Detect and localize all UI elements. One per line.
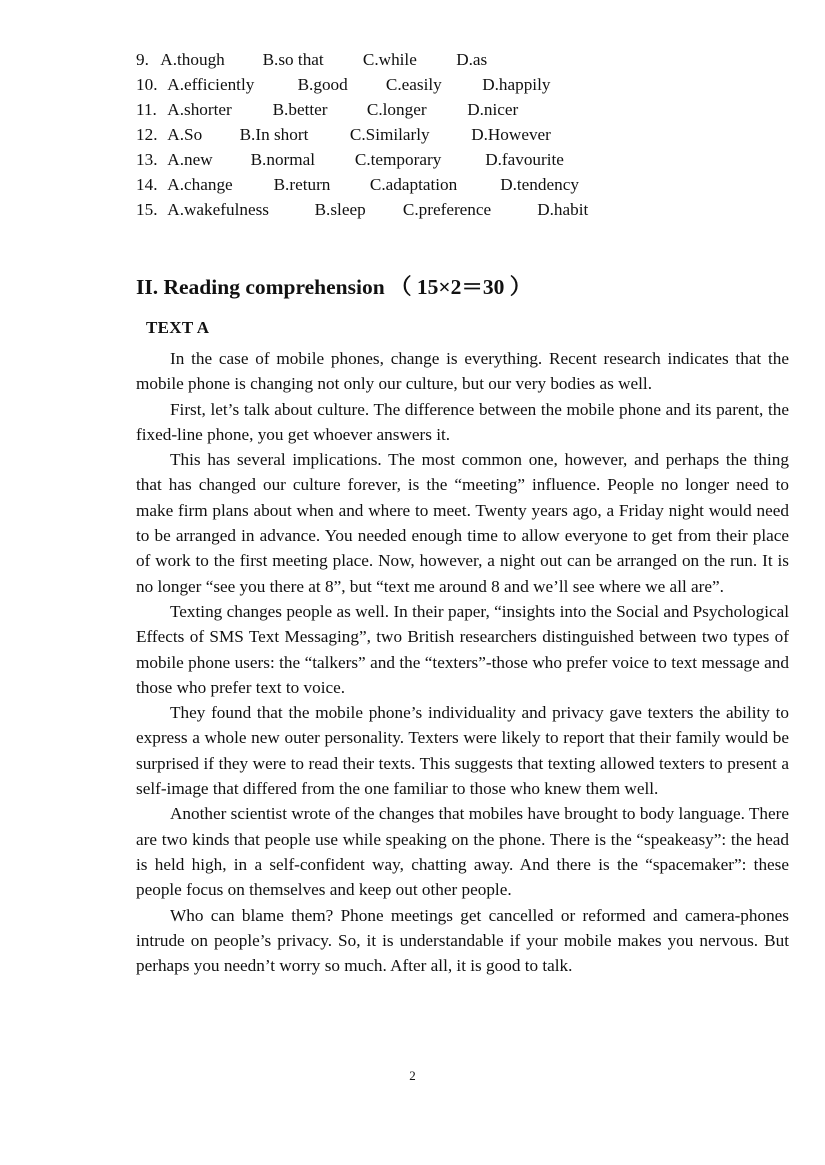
option-c: C.Similarly (349, 125, 430, 144)
paragraph: They found that the mobile phone’s individuality and privacy gave texters the ability to express a whole new outer personality. Texters were likely to report that their family would be surprised if they were to read their texts. This suggests that texting allowed texters to present a self-image that differed from the one familiar to those who knew them well. (136, 703, 789, 799)
question-number: 10. (136, 75, 158, 94)
option-d: D.However (471, 125, 551, 144)
option-d: D.nicer (467, 100, 519, 119)
answer-options-list (136, 47, 756, 222)
question-options-11 (136, 97, 756, 122)
paragraph: Another scientist wrote of the changes that mobiles have brought to body language. There are two kinds that people use while speaking on the phone. There is the “speakeasy”: the head is held high, in a self-confident way, chatting away. And there is the “spacemaker”: these people focus on themselves and keep out other people. (136, 804, 789, 900)
option-a: A.So (167, 125, 203, 144)
paragraph: First, let’s talk about culture. The difference between the mobile phone and its parent, the fixed-line phone, you get whoever answers it. (136, 399, 789, 444)
option-d: D.habit (537, 200, 589, 219)
option-b: B.normal (250, 150, 316, 169)
page-number: 2 (409, 1068, 416, 1083)
text-label: TEXT A (146, 318, 210, 337)
question-number: 15. (136, 200, 158, 219)
option-d: D.happily (482, 75, 551, 94)
question-options-14 (136, 172, 756, 197)
option-a: A.efficiently (167, 75, 255, 94)
question-options-10 (136, 72, 756, 97)
option-a: A.though (160, 50, 225, 69)
question-options-12 (136, 122, 756, 147)
option-a: A.new (167, 150, 213, 169)
option-b: B.sleep (314, 200, 366, 219)
question-options-13 (136, 147, 756, 172)
question-options-9 (136, 47, 756, 72)
paragraph: This has several implications. The most common one, however, and perhaps the thing that has changed our culture forever, is the “meeting” influence. People no longer need to make firm plans about when and where to meet. Twenty years ago, a Friday night would need to be arranged in advance. You needed enough time to allow everyone to get from their place of work to the first meeting place. Now, however, a night out can be arranged on the run. It is no longer “see you there at 8”, but “text me around 8 and we’ll see where we all are”. (136, 450, 789, 596)
question-number: 12. (136, 125, 158, 144)
option-c: C.easily (385, 75, 442, 94)
question-number: 14. (136, 175, 158, 194)
option-c: C.adaptation (369, 175, 458, 194)
option-a: A.change (167, 175, 233, 194)
option-b: B.so that (262, 50, 324, 69)
option-b: B.return (273, 175, 331, 194)
option-c: C.while (362, 50, 417, 69)
option-d: D.as (456, 50, 488, 69)
question-options-15 (136, 197, 756, 222)
option-d: D.favourite (485, 150, 564, 169)
question-number: 9. (136, 50, 149, 69)
option-a: A.shorter (167, 100, 232, 119)
option-b: B.better (272, 100, 328, 119)
option-d: D.tendency (500, 175, 579, 194)
paragraph: Texting changes people as well. In their paper, “insights into the Social and Psychological Effects of SMS Text Messaging”, two British researchers distinguished between two types of mobile phone users: the “talkers” and the “texters”-those who prefer voice to text message and those who prefer text to voice. (136, 601, 789, 697)
option-b: B.good (297, 75, 348, 94)
option-b: B.In short (239, 125, 309, 144)
question-number: 11. (136, 100, 157, 119)
reading-passage (136, 346, 789, 978)
paragraph: Who can blame them? Phone meetings get cancelled or reformed and camera-phones intrude on people’s privacy. So, it is understandable if your mobile makes you nervous. But perhaps you needn’t worry so much. After all, it is good to talk. (136, 905, 789, 976)
section-heading: II. Reading comprehension （ 15×2＝30 ） (136, 275, 532, 299)
option-c: C.temporary (354, 150, 442, 169)
option-a: A.wakefulness (167, 200, 269, 219)
paragraph: In the case of mobile phones, change is everything. Recent research indicates that the mobile phone is changing not only our culture, but our very bodies as well. (136, 349, 789, 394)
option-c: C.preference (402, 200, 492, 219)
option-c: C.longer (366, 100, 427, 119)
question-number: 13. (136, 150, 158, 169)
